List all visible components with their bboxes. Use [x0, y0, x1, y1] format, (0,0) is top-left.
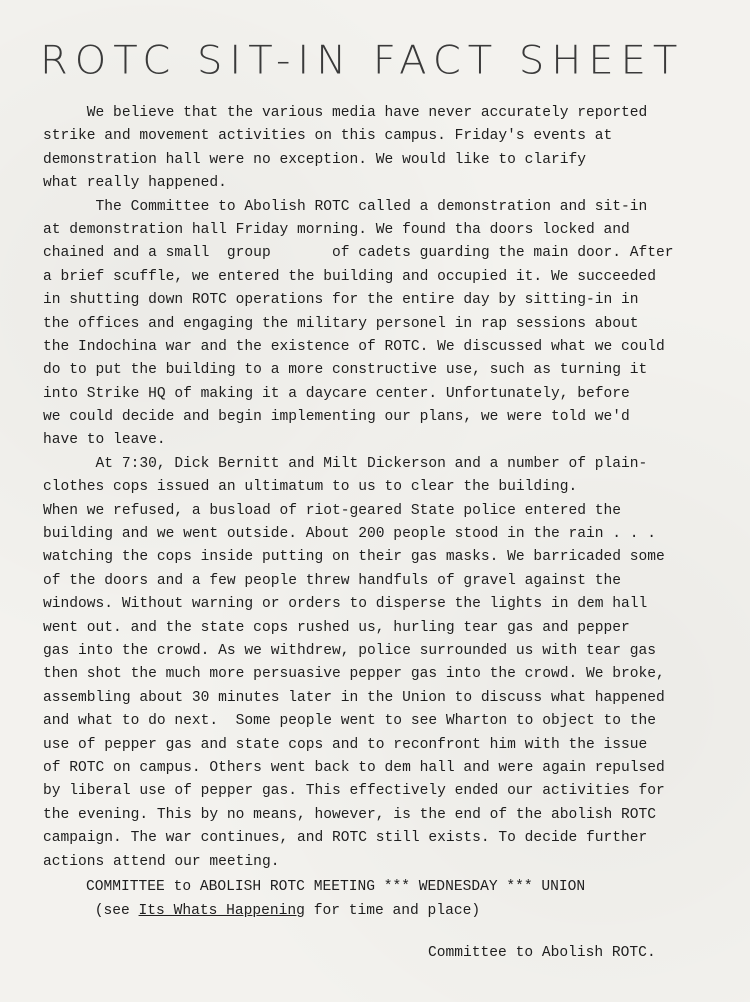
body-line: of ROTC on campus. Others went back to dem hall and were again repulsed	[43, 759, 665, 776]
body-line: a brief scuffle, we entered the building and occupied it. We succeeded	[43, 268, 657, 285]
see-line	[86, 899, 585, 923]
body-line: strike and movement activities on this campus. Friday's events at	[43, 128, 613, 145]
see-link-text: Its Whats Happening	[138, 903, 305, 919]
body-line: assembling about 30 minutes later in the Union to discuss what happened	[43, 689, 665, 706]
body-line: the Indochina war and the existence of ROTC. We discussed what we could	[43, 338, 665, 355]
body-line: use of pepper gas and state cops and to reconfront him with the issue	[43, 736, 648, 753]
body-line: We believe that the various media have never accurately reported	[43, 105, 648, 121]
body-line: what really happened.	[43, 175, 227, 192]
page-title: ROTC SIT-IN FACT SHEET	[40, 38, 685, 84]
body-line: chained and a small group of cadets guarding the main door. After	[43, 245, 674, 262]
see-suffix: for time and place)	[304, 903, 481, 919]
meeting-line: COMMITTEE to ABOLISH ROTC MEETING *** WEDNESDAY *** UNION	[86, 879, 586, 895]
body-line: do to put the building to a more constructive use, such as turning it	[43, 362, 648, 379]
body-line: watching the cops inside putting on their gas masks. We barricaded some	[43, 549, 665, 566]
body-line: windows. Without warning or orders to disperse the lights in dem hall	[43, 596, 648, 613]
see-prefix: (see	[86, 903, 139, 919]
body-line: When we refused, a busload of riot-geared State police entered the	[43, 502, 622, 519]
body-line: into Strike HQ of making it a daycare center. Unfortunately, before	[43, 385, 630, 402]
body-line: have to leave.	[43, 432, 166, 449]
body-line: gas into the crowd. As we withdrew, police surrounded us with tear gas	[43, 642, 657, 659]
body-line: went out. and the state cops rushed us, hurling tear gas and pepper	[43, 619, 630, 636]
body-line: demonstration hall were no exception. We would like to clarify	[43, 151, 586, 168]
body-line: building and we went outside. About 200 people stood in the rain . . .	[43, 526, 657, 543]
signature: Committee to Abolish ROTC.	[428, 945, 656, 961]
body-line: At 7:30, Dick Bernitt and Milt Dickerson and a number of plain-	[43, 455, 648, 472]
body-line: clothes cops issued an ultimatum to us to clear the building.	[43, 479, 578, 496]
body-line: at demonstration hall Friday morning. We found tha doors locked and	[43, 221, 630, 238]
body-line: by liberal use of pepper gas. This effectively ended our activities for	[43, 783, 665, 800]
body-line: of the doors and a few people threw handfuls of gravel against the	[43, 572, 622, 589]
body-text	[43, 102, 743, 874]
body-line: actions attend our meeting.	[43, 853, 280, 870]
body-line: the evening. This by no means, however, is the end of the abolish ROTC	[43, 806, 657, 823]
body-line: campaign. The war continues, and ROTC still exists. To decide further	[43, 830, 648, 847]
body-line: and what to do next. Some people went to see Wharton to object to the	[43, 713, 657, 730]
body-line: The Committee to Abolish ROTC called a demonstration and sit-in	[43, 198, 648, 215]
body-line: we could decide and begin implementing our plans, we were told we'd	[43, 409, 630, 426]
body-line: the offices and engaging the military personel in rap sessions about	[43, 315, 639, 332]
meeting-notice	[86, 875, 585, 923]
body-line: in shutting down ROTC operations for the entire day by sitting-in in	[43, 292, 639, 309]
body-line: then shot the much more persuasive pepper gas into the crowd. We broke,	[43, 666, 665, 683]
